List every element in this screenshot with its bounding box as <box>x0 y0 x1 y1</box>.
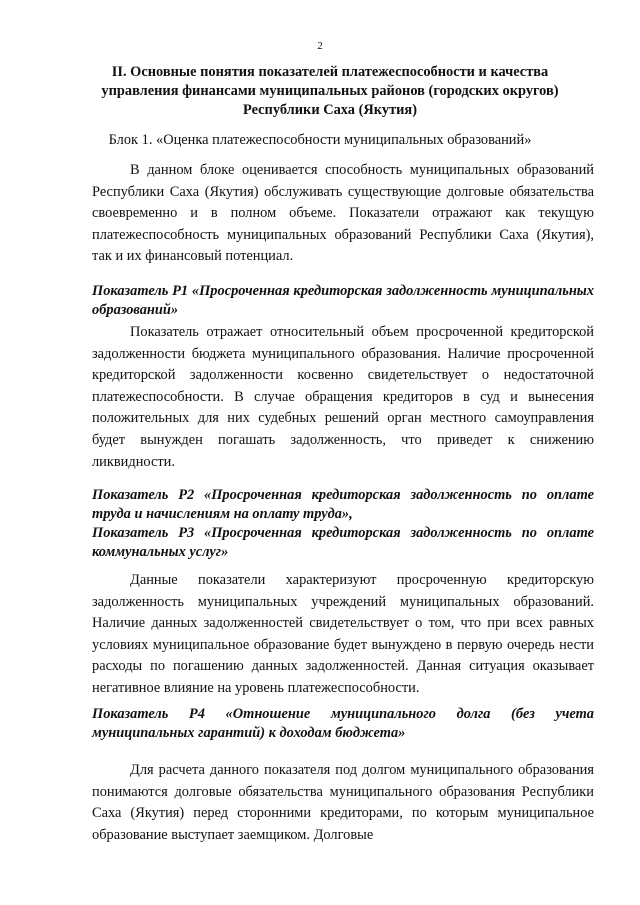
heading-indicator-p1: Показатель Р1 «Просроченная кредиторская задолженность муниципальных образований» <box>92 283 594 318</box>
heading-indicator-p3: Показатель Р3 «Просроченная кредиторская задолженность по оплате коммунальных услуг» <box>92 525 594 560</box>
paragraph-p2-p3: Данные показатели характеризуют просроченную кредиторскую задолженность муниципальных учреждений муниципальных образований. Наличие данных задолженностей свидетельствует о том, что при всех равных условиях муниципальное образование будет вынуждено в первую очередь нести расходы по погашению данных задолженностей. Данная ситуация оказывает негативное влияние на уровень платежеспособности. <box>92 572 594 696</box>
paragraph-intro: В данном блоке оценивается способность муниципальных образований Республики Саха (Якутия) обслуживать существующие долговые обязательства своевременно и в полном объеме. Показатели отражают как текущую платежеспособность муниципальных образований Республики Саха (Якутия), так и их финансовый потенциал. <box>92 162 594 265</box>
block-title: Блок 1. «Оценка платежеспособности муниципальных образований» <box>108 132 532 148</box>
heading-indicator-p2-p3 <box>92 486 594 562</box>
paragraph-p4: Для расчета данного показателя под долгом муниципального образования понимаются долговые обязательства муниципального образования Республики Саха (Якутия) перед сторонними кредиторами, по которым муниципальное образование выступает заемщиком. Долговые <box>92 762 594 843</box>
heading-indicator-p2: Показатель Р2 «Просроченная кредиторская задолженность по оплате труда и начислениям на оплату труда», <box>92 487 594 522</box>
heading-indicator-p4: Показатель Р4 «Отношение муниципального долга (без учета муниципальных гарантий) к доходам бюджета» <box>92 706 594 741</box>
paragraph-p1: Показатель отражает относительный объем просроченной кредиторской задолженности бюджета муниципального образования. Наличие просроченной кредиторской задолженности косвенно свидетельствует о недостаточной платежеспособности. В случае обращения кредиторов в суд и вынесения положительных для них судебных решений орган местного самоуправления будет вынужден погашать задолженность, что приведет к снижению ликвидности. <box>92 324 594 470</box>
section-title: II. Основные понятия показателей платежеспособности и качества управления финансами муниципальных районов (городских округов) Республики Саха (Якутия) <box>101 64 559 118</box>
page-number: 2 <box>317 40 323 52</box>
